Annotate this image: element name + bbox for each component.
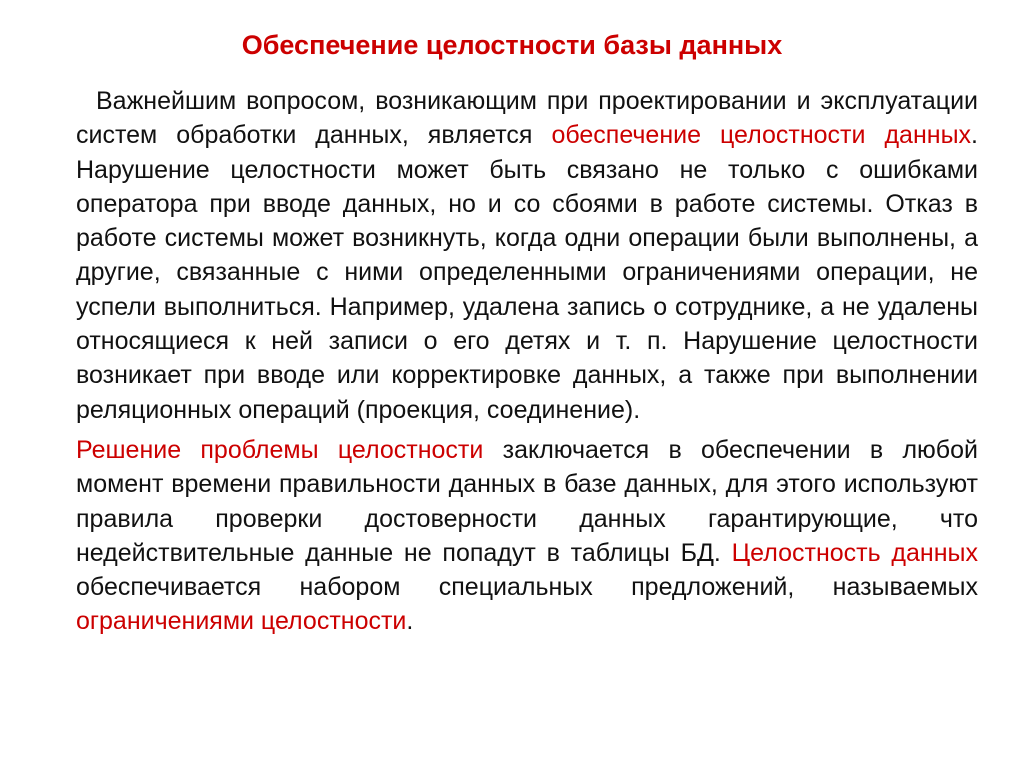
slide-title: Обеспечение целостности базы данных bbox=[241, 30, 783, 60]
text-segment: Важнейшим вопросом, возникающим при проектировании и эксплуатации систем обработки данных, является bbox=[76, 87, 978, 150]
slide-body bbox=[76, 84, 978, 639]
paragraph-2 bbox=[76, 433, 978, 639]
text-segment: заключается в обеспечении в любой момент времени правильности данных в базе данных, для этого используют правила проверки достоверности данных гарантирующие, что недействительные данные не попадут в таблицы БД. bbox=[76, 435, 978, 567]
highlight-data-integrity: обеспечение целостности данных bbox=[551, 121, 972, 150]
highlight-integrity-problem: Решение проблемы целостности bbox=[76, 435, 484, 464]
paragraph-1 bbox=[76, 84, 978, 427]
text-segment: . Нарушение целостности может быть связано не только с ошибками оператора при вводе данных, но и со сбоями в работе системы. Отказ в работе системы может возникнуть, когда одни операции были выполнены, а другие, связанные с ними определенными ограничениями операции, не успели выполниться. Например, удалена запись о сотруднике, а не удалены относящиеся к ней записи о его детях и т. п. Нарушение целостности возникает при вводе или корректировке данных, а также при выполнении реляционных операций (проекция, соединение). bbox=[76, 121, 978, 424]
highlight-data-integrity-term: Целостность данных bbox=[731, 538, 978, 567]
highlight-integrity-constraints: ограничениями целостности bbox=[76, 607, 407, 636]
text-segment: обеспечивается набором специальных предложений, называемых bbox=[76, 573, 978, 602]
text-segment: . bbox=[406, 607, 414, 636]
